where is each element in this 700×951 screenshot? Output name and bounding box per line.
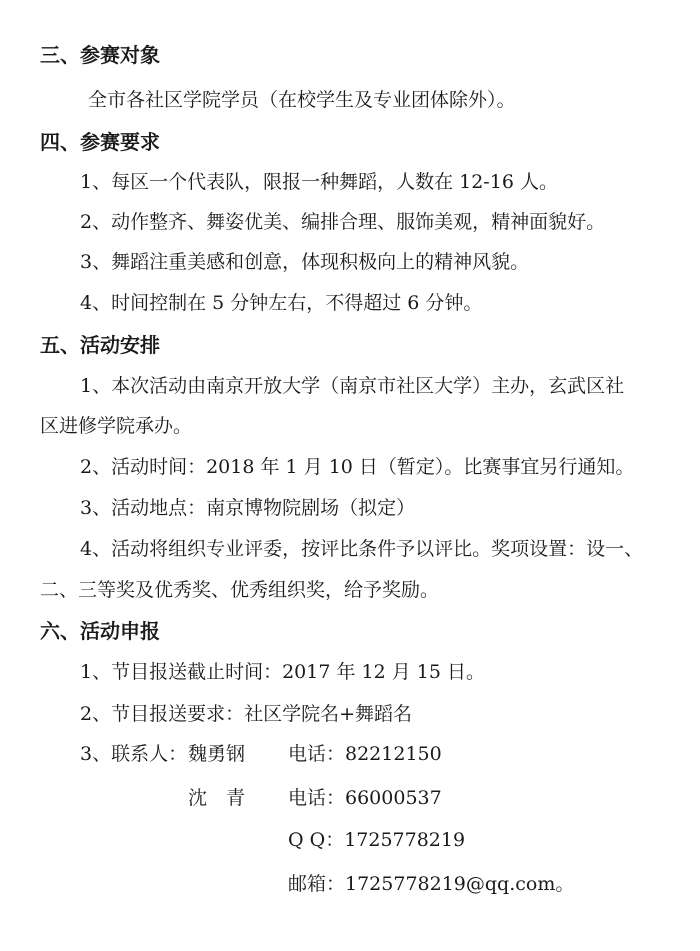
contact-2-phone: 电话：66000537 xyxy=(288,787,442,809)
section-6-heading: 六、活动申报 xyxy=(40,619,160,643)
contact-1-name: 魏勇钢 xyxy=(188,743,246,765)
section-4-item-4: 4、时间控制在 5 分钟左右，不得超过 6 分钟。 xyxy=(80,292,483,314)
section-6-item-2: 2、节目报送要求：社区学院名+舞蹈名 xyxy=(80,703,413,725)
section-5-item-1-line-2: 区进修学院承办。 xyxy=(40,415,193,437)
section-4-item-2: 2、动作整齐、舞姿优美、编排合理、服饰美观，精神面貌好。 xyxy=(80,211,606,233)
section-5-item-3: 3、活动地点：南京博物院剧场（拟定） xyxy=(80,497,416,519)
contact-1-phone: 电话：82212150 xyxy=(288,743,442,765)
section-6-item-1: 1、节目报送截止时间：2017 年 12 月 15 日。 xyxy=(80,661,485,683)
section-4-item-1: 1、每区一个代表队，限报一种舞蹈，人数在 12-16 人。 xyxy=(80,171,558,193)
contact-2-name: 沈 青 xyxy=(188,787,246,809)
contact-prefix: 3、联系人： xyxy=(80,743,188,765)
section-4-item-3: 3、舞蹈注重美感和创意，体现积极向上的精神风貌。 xyxy=(80,251,530,273)
section-5-heading: 五、活动安排 xyxy=(40,333,160,357)
section-5-item-4-line-1: 4、活动将组织专业评委，按评比条件予以评比。奖项设置：设一、 xyxy=(80,538,644,560)
section-5-item-4-line-2: 二、三等奖及优秀奖、优秀组织奖，给予奖励。 xyxy=(40,579,440,601)
section-3-heading: 三、参赛对象 xyxy=(40,43,160,67)
section-5-item-1-line-1: 1、本次活动由南京开放大学（南京市社区大学）主办，玄武区社 xyxy=(80,375,625,397)
section-5-item-2: 2、活动时间：2018 年 1 月 10 日（暂定）。比赛事宜另行通知。 xyxy=(80,456,635,478)
qq-number: Q Q：1725778219 xyxy=(288,829,466,851)
email-address: 邮箱：1725778219@qq.com。 xyxy=(288,873,575,895)
section-3-text: 全市各社区学院学员（在校学生及专业团体除外）。 xyxy=(88,89,516,111)
section-4-heading: 四、参赛要求 xyxy=(40,130,160,154)
